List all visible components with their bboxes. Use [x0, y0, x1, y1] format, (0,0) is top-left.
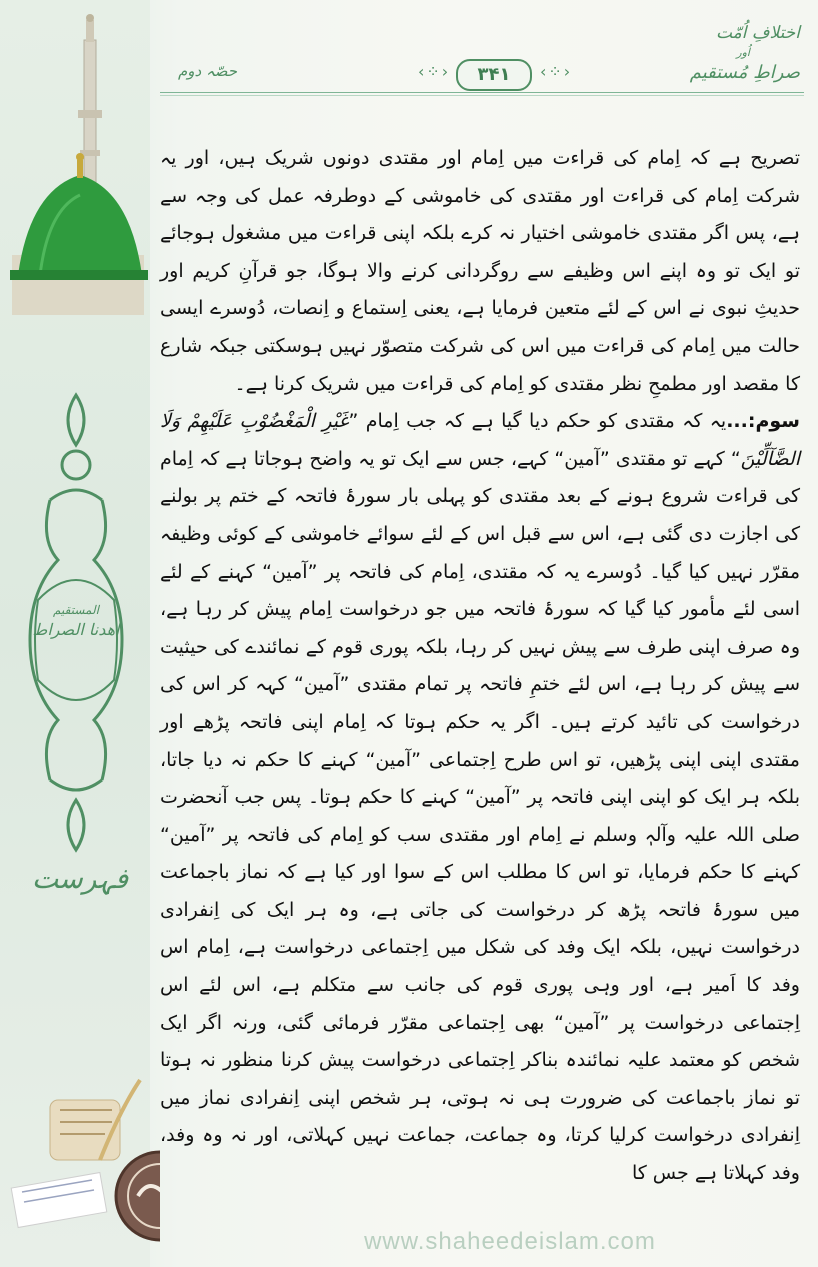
header-divider: [160, 92, 804, 93]
medallion-line2: اھدنا الصراط: [32, 620, 120, 639]
page-number: ۳۴۱: [456, 59, 532, 91]
shaheed-logo-icon: [116, 1152, 160, 1240]
left-ornament-icon: ‹⁘›: [418, 62, 451, 81]
section3-rest: “ کہے تو مقتدی ”آمین“ کہے، جس سے ایک تو یہ واضح ہوجاتا ہے کہ اِمام کی قراءت شروع ہونے کے بعد مقتدی کو پہلی بار سورۂ فاتحہ کے ختم پر بولنے کی اجازت دی گئی ہے، اس سے قبل اس کے لئے سوائے خاموشی کے کوئی وظیفہ مقرّر نہیں کیا گیا۔ دُوسرے یہ کہ مقتدی، اِمام کی فاتحہ پر ”آمین“ کہنے کے لئے اسی لئے مأمور کیا گیا کہ سورۂ فاتحہ میں جو درخواست اِمام پیش کر رہا ہے، وہ صرف اپنی طرف سے پیش نہیں کر رہا، بلکہ پوری قوم کے نمائندے کی حیثیت سے پیش کر رہا ہے، اس لئے ختمِ فاتحہ پر تمام مقتدی ”آمین“ کہہ کر اس کی درخواست کی تائید کرتے ہیں۔ اگر یہ حکم ہوتا کہ اِمام اپنی فاتحہ پڑھے اور مقتدی اپنی اپنی پڑھیں، تو اس طرح اِجتماعی ”آمین“ کہنے کا حکم نہ دیا جاتا، بلکہ ہر ایک کو اپنی اپنی فاتحہ پر ”آمین“ کہنے کا حکم ہوتا۔ پس جب آنحضرت صلی اللہ علیہ وآلہٖ وسلم نے اِمام اور مقتدی سب کو اِمام کی فاتحہ پر ”آمین“ کہنے کا حکم فرمایا، تو اس کا مطلب اس کے سوا اور کیا ہے کہ نماز باجماعت میں سورۂ فاتحہ پڑھ کر درخواست کی جاتی ہے، وہ ہر ایک کی اِنفرادی درخواست نہیں، بلکہ ایک وفد کی شکل میں اِجتماعی درخواست ہے، اِمام اس وفد کا اَمیر ہے، اور وہی پوری قوم کی جانب سے متکلم ہے، اس لئے اس اِجتماعی درخواست پر ”آمین“ بھی اِجتماعی مقرّر فرمائی گئی، ورنہ اگر ایک شخص کو معتمد علیہ نمائندہ بناکر اِجتماعی درخواست پیش کرنا منظور نہ ہوتا تو نماز باجماعت کی ضرورت ہی نہ ہوتی، ہر شخص اپنی اِنفرادی نماز میں اِنفرادی درخواست کرلیا کرتا، وہ جماعت، جماعت نہیں کہلاتی، اور نہ وہ وفد، وفد کہلاتا ہے جس کا: [160, 447, 800, 1185]
medallion-calligraphy: [16, 600, 136, 640]
body-text: [160, 140, 800, 1193]
section3-lead: سوم:...: [726, 410, 800, 433]
book-title-conjunction: اُور: [736, 46, 750, 59]
paragraph-1: تصریح ہے کہ اِمام کی قراءت میں اِمام اور مقتدی دونوں شریک ہیں، اور یہ شرکت اِمام کی قراءت اور مقتدی کی خاموشی کے دوطرفہ عمل کی وجہ سے ہے، پس اگر مقتدی خاموشی اختیار نہ کرے بلکہ اپنی قراءت میں مشغول ہوجائے تو ایک تو وہ اپنے اس وظیفے سے روگردانی کرنے والا ہوگا، جو قرآنِ کریم اور حدیثِ نبوی نے اس کے لئے متعین فرمایا ہے، یعنی اِستماع و اِنصات، دُوسرے ایسی حالت میں اِمام کی قراءت میں اس کی شرکت متصوّر نہیں ہوسکتی جبکہ شارع کا مقصد اور مطمحِ نظر مقتدی کو اِمام کی قراءت میں شریک کرنا ہے۔: [160, 147, 800, 395]
section-label: حصّہ دوم: [178, 62, 238, 80]
website-link[interactable]: www.shaheedeislam.com: [364, 1228, 656, 1255]
paragraph-2: [160, 403, 800, 1192]
header-divider-secondary: [160, 95, 804, 96]
book-title: [680, 18, 800, 88]
book-title-line1: اختلافِ اُمّت: [715, 23, 800, 43]
right-ornament-icon: ‹⁘›: [540, 62, 573, 81]
index-link[interactable]: فہرست: [31, 862, 129, 895]
green-dome-icon: [10, 153, 148, 315]
section3-intro: یہ کہ مقتدی کو حکم دیا گیا ہے کہ جب اِمام ”: [348, 410, 727, 433]
page-number-badge: [448, 56, 538, 92]
medallion-line1: المستقیم: [53, 603, 99, 617]
quranic-quote: غَیْرِ الْمَغْضُوْبِ عَلَیْھِمْ وَلَا الضَّآلِّیْنَ: [160, 410, 800, 470]
book-title-line2: صراطِ مُستقیم: [689, 62, 800, 83]
